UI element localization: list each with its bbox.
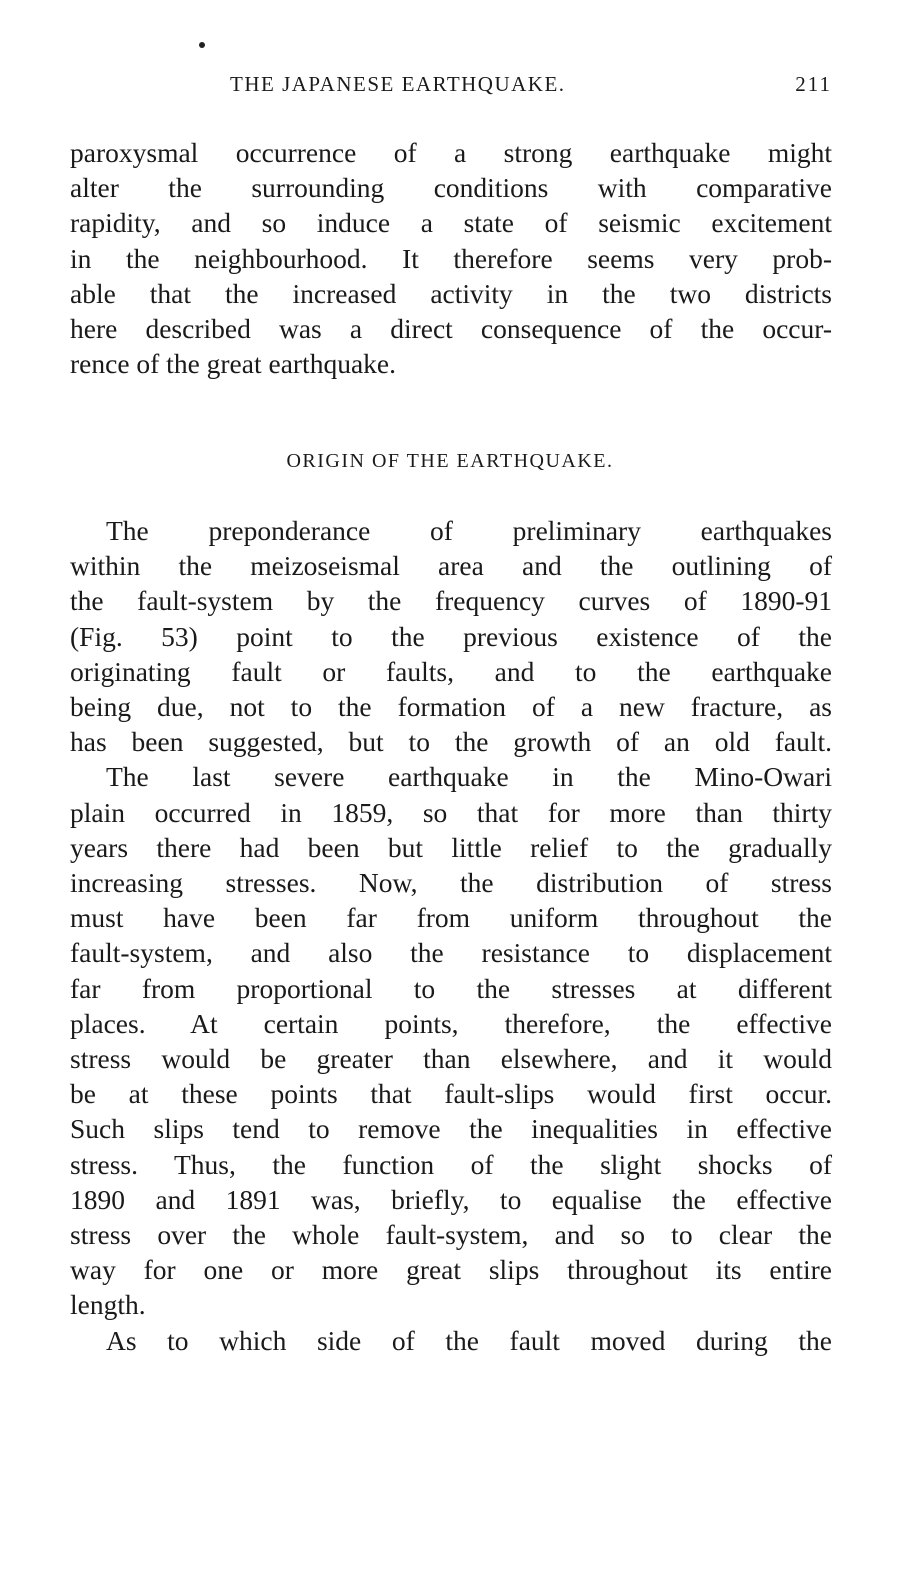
text-line: being due, not to the formation of a new fracture, as	[70, 691, 832, 722]
text-line: As to which side of the fault moved during the	[106, 1324, 832, 1356]
text-line: places. At certain points, therefore, the effective	[70, 1007, 832, 1039]
text-line: paroxysmal occurrence of a strong earthquake might	[70, 137, 832, 168]
running-head	[70, 72, 832, 102]
text-line: 1890 and 1891 was, briefly, to equalise the effective	[70, 1183, 832, 1215]
text-line: within the meizoseismal area and the outlining of	[70, 550, 832, 582]
text-line: stress over the whole fault-system, and so to clear the	[70, 1219, 832, 1250]
text-line: far from proportional to the stresses at different	[70, 972, 832, 1004]
print-speck	[199, 42, 205, 48]
text-line: in the neighbourhood. It therefore seems very prob-	[70, 242, 832, 274]
text-line: alter the surrounding conditions with comparative	[70, 172, 832, 204]
text-line: originating fault or faults, and to the earthquake	[70, 655, 832, 687]
text-line: the fault-system by the frequency curves of 1890-91	[70, 585, 832, 617]
text-line: fault-system, and also the resistance to displacement	[70, 937, 832, 969]
text-line: rapidity, and so induce a state of seismic excitement	[70, 207, 832, 239]
text-line: rence of the great earthquake.	[70, 348, 396, 380]
text-line: has been suggested, but to the growth of an old fault.	[70, 726, 832, 758]
text-line: (Fig. 53) point to the previous existence of the	[70, 620, 832, 652]
text-line: stress would be greater than elsewhere, and it would	[70, 1043, 832, 1074]
page-number: 211	[795, 72, 832, 96]
text-line: able that the increased activity in the two districts	[70, 277, 832, 309]
text-line: be at these points that fault-slips would first occur.	[70, 1078, 832, 1110]
text-line: way for one or more great slips throughout its entire	[70, 1254, 832, 1286]
text-line: increasing stresses. Now, the distribution of stress	[70, 867, 832, 898]
text-line: stress. Thus, the function of the slight shocks of	[70, 1148, 832, 1180]
text-line: Such slips tend to remove the inequalities in effective	[70, 1113, 832, 1145]
running-title: THE JAPANESE EARTHQUAKE.	[230, 72, 566, 96]
text-line: The preponderance of preliminary earthquakes	[106, 515, 832, 546]
text-line: plain occurred in 1859, so that for more than thirty	[70, 796, 832, 828]
section-heading: ORIGIN OF THE EARTHQUAKE.	[286, 450, 614, 472]
text-line: The last severe earthquake in the Mino-Owari	[106, 761, 832, 793]
text-line: length.	[70, 1289, 146, 1321]
text-line: must have been far from uniform throughout the	[70, 902, 832, 934]
text-line: years there had been but little relief to the gradually	[70, 831, 832, 863]
text-line: here described was a direct consequence of the occur-	[70, 313, 832, 344]
